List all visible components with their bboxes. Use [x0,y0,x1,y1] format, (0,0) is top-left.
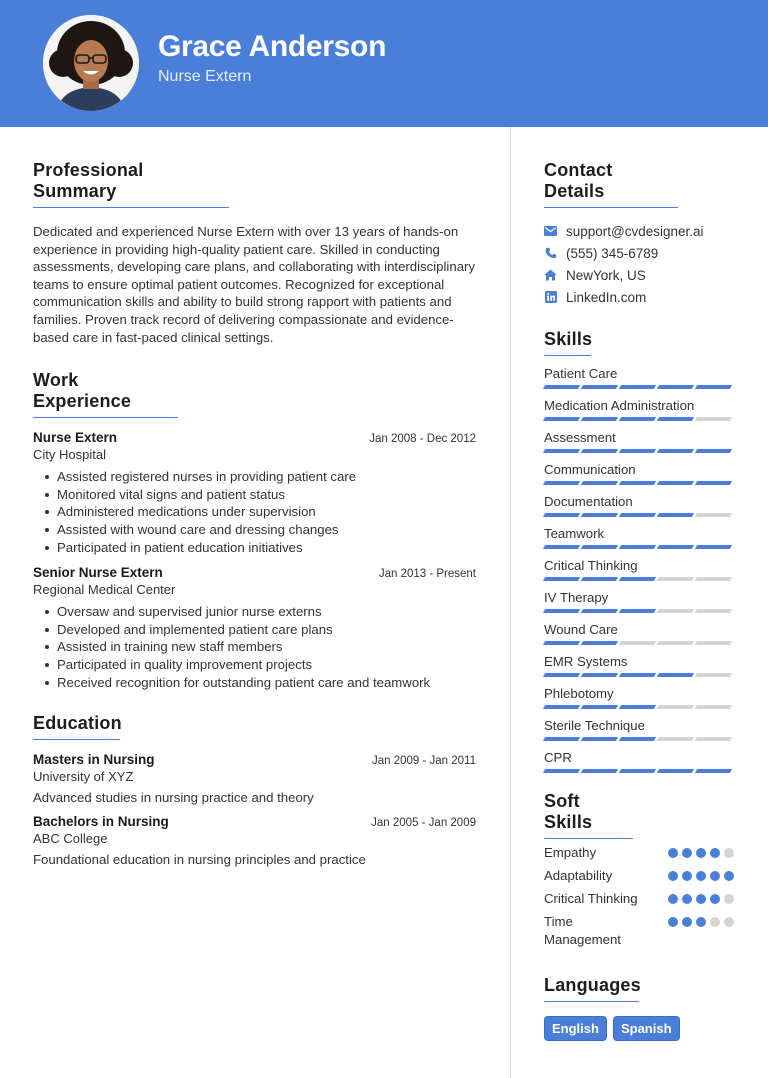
skill-level-segment [657,417,694,421]
skill-level-segment [657,641,694,645]
skill-level-bar [544,705,734,709]
job-title: Senior Nurse Extern [33,565,163,581]
soft-skill-rating [668,848,734,858]
job-bullet: Assisted registered nurses in providing patient care [33,468,476,486]
rating-dot [696,848,706,858]
skill-level-segment [581,609,618,613]
job-bullet: Participated in quality improvement projects [33,656,476,674]
education-section [33,713,476,867]
skill-level-segment [695,641,732,645]
skill-name: Patient Care [544,366,618,381]
skill-name: Critical Thinking [544,558,638,573]
soft-skill-item [544,844,734,862]
skill-level-segment [695,769,732,773]
skill-level-segment [543,481,580,485]
job-bullet: Received recognition for outstanding patient care and teamwork [33,674,476,692]
skill-level-segment [695,737,732,741]
job-bullet: Oversaw and supervised junior nurse externs [33,603,476,621]
soft-skills-title: Soft Skills [544,791,633,839]
contact-title: Contact Details [544,160,678,208]
rating-dot [696,917,706,927]
skill-name: Documentation [544,494,633,509]
skill-item [544,494,734,526]
skill-level-segment [657,705,694,709]
contact-location-text: NewYork, US [566,267,646,283]
soft-skill-item [544,890,734,908]
skill-level-segment [695,609,732,613]
job-bullets [33,468,476,556]
skill-name: Phlebotomy [544,686,614,701]
skill-level-segment [695,513,732,517]
rating-dot [724,917,734,927]
contact-location [544,264,734,286]
skill-name: Teamwork [544,526,605,541]
job-entry [33,430,476,556]
languages-title: Languages [544,975,639,1002]
rating-dot [682,894,692,904]
contact-phone-text: (555) 345-6789 [566,245,659,261]
skill-level-segment [543,417,580,421]
candidate-name: Grace Anderson [158,30,387,63]
skill-level-segment [619,417,656,421]
skill-level-segment [619,545,656,549]
rating-dot [696,894,706,904]
soft-skill-name: Adaptability [544,868,613,883]
contact-linkedin-text: LinkedIn.com [566,289,647,305]
skill-item [544,718,734,750]
contact-email[interactable] [544,220,734,242]
skill-level-segment [619,449,656,453]
skill-item [544,622,734,654]
job-entry [33,565,476,691]
job-bullet: Assisted with wound care and dressing changes [33,521,476,539]
candidate-role: Nurse Extern [158,68,252,85]
skill-level-segment [543,545,580,549]
soft-skill-rating [668,894,734,904]
job-bullets [33,603,476,691]
soft-skill-item [544,867,734,885]
languages-section [544,975,734,1041]
rating-dot [668,848,678,858]
skill-level-segment [543,769,580,773]
skill-item [544,430,734,462]
skill-level-bar [544,673,734,677]
home-icon [544,269,557,282]
summary-text: Dedicated and experienced Nurse Extern with over 13 years of hands-on experience in providing high-quality patient care. Skilled in conducting assessments, developing care plans, and collaborating with interdisciplinary teams to ensure optimal patient outcomes. Recognized for exceptional communication skills and ability to build strong rapport with patients and families. Proven track record of delivering compassionate and evidence-based care in fast-paced clinical settings. [33,224,476,345]
skill-item [544,750,734,782]
skill-level-segment [657,673,694,677]
job-organization: City Hospital [33,447,106,463]
skills-section [544,329,734,782]
skill-level-segment [543,385,580,389]
rating-dot [710,894,720,904]
soft-skill-rating [668,917,734,927]
skill-level-bar [544,577,734,581]
soft-skill-name: Time Management [544,914,621,947]
skill-name: Wound Care [544,622,618,637]
contact-phone[interactable] [544,242,734,264]
profile-photo [43,15,139,111]
profile-photo-icon [43,15,139,111]
skill-level-segment [619,385,656,389]
skill-level-segment [581,513,618,517]
skill-level-segment [543,449,580,453]
skill-level-segment [543,577,580,581]
job-bullet: Monitored vital signs and patient status [33,486,476,504]
skill-level-bar [544,481,734,485]
degree-title: Bachelors in Nursing [33,814,169,830]
rating-dot [696,871,706,881]
skill-name: Assessment [544,430,616,445]
skill-level-segment [695,481,732,485]
skills-list [544,366,734,782]
skill-level-segment [581,577,618,581]
rating-dot [668,894,678,904]
skill-level-segment [657,545,694,549]
education-description: Advanced studies in nursing practice and theory [33,790,314,806]
job-date: Jan 2013 - Present [378,568,476,581]
rating-dot [668,871,678,881]
skill-level-bar [544,385,734,389]
skill-level-segment [657,577,694,581]
language-badge: English [544,1016,607,1041]
school-name: ABC College [33,831,108,847]
skill-level-segment [543,641,580,645]
education-date: Jan 2005 - Jan 2009 [371,817,476,830]
skill-item [544,398,734,430]
skill-item [544,590,734,622]
education-entry [33,814,476,867]
skill-item [544,558,734,590]
job-organization: Regional Medical Center [33,582,176,598]
rating-dot [710,917,720,927]
skill-name: Communication [544,462,636,477]
skill-level-segment [619,609,656,613]
soft-skill-rating [668,871,734,881]
skill-name: EMR Systems [544,654,628,669]
skill-item [544,462,734,494]
skill-level-segment [581,449,618,453]
skill-level-segment [657,449,694,453]
skill-level-bar [544,513,734,517]
school-name: University of XYZ [33,769,134,785]
skill-level-segment [543,705,580,709]
languages-list [544,1016,734,1041]
skill-level-segment [619,673,656,677]
skill-level-segment [619,641,656,645]
email-icon [544,225,557,238]
skill-item [544,654,734,686]
skill-level-segment [657,769,694,773]
rating-dot [724,848,734,858]
rating-dot [682,917,692,927]
soft-skill-name: Empathy [544,845,597,860]
skill-level-segment [581,481,618,485]
rating-dot [682,871,692,881]
job-bullet: Participated in patient education initiatives [33,539,476,557]
skill-level-segment [543,609,580,613]
skill-level-segment [581,673,618,677]
skill-level-segment [657,481,694,485]
rating-dot [724,871,734,881]
soft-skills-section [544,791,734,949]
skill-item [544,526,734,558]
skill-item [544,366,734,398]
skill-level-segment [695,545,732,549]
sidebar-column [544,160,734,1041]
education-title: Education [33,713,120,740]
linkedin-icon [544,291,557,304]
job-title: Nurse Extern [33,430,118,446]
contact-linkedin[interactable] [544,286,734,308]
skill-level-segment [581,705,618,709]
rating-dot [710,871,720,881]
education-date: Jan 2009 - Jan 2011 [371,755,476,768]
skill-level-segment [619,705,656,709]
skill-level-bar [544,417,734,421]
skill-level-bar [544,609,734,613]
degree-title: Masters in Nursing [33,752,155,768]
main-column [33,160,476,867]
skill-level-segment [581,737,618,741]
skill-name: Sterile Technique [544,718,645,733]
skill-level-segment [657,737,694,741]
contact-section [544,160,734,308]
rating-dot [710,848,720,858]
skill-level-segment [695,705,732,709]
skill-name: IV Therapy [544,590,609,605]
skill-level-segment [543,673,580,677]
skill-level-bar [544,449,734,453]
skill-level-segment [619,737,656,741]
contact-email-text: support@cvdesigner.ai [566,223,704,239]
skill-level-bar [544,641,734,645]
skill-level-segment [581,641,618,645]
job-bullet: Developed and implemented patient care plans [33,621,476,639]
skill-level-segment [657,609,694,613]
job-bullet: Administered medications under supervision [33,503,476,521]
skill-level-bar [544,769,734,773]
job-bullet: Assisted in training new staff members [33,638,476,656]
skill-level-segment [695,577,732,581]
resume-header [0,0,768,127]
rating-dot [724,894,734,904]
soft-skill-item [544,913,734,949]
skill-level-segment [581,545,618,549]
skill-level-segment [695,673,732,677]
skill-level-segment [543,513,580,517]
skill-item [544,686,734,718]
skill-level-segment [657,385,694,389]
skill-level-segment [619,577,656,581]
skill-level-segment [619,769,656,773]
skill-level-segment [581,769,618,773]
skill-level-segment [619,481,656,485]
skill-level-segment [695,417,732,421]
summary-section [33,160,476,346]
language-badge: Spanish [613,1016,680,1041]
experience-title: Work Experience [33,370,178,418]
experience-section [33,370,476,691]
skill-name: Medication Administration [544,398,695,413]
skill-level-segment [657,513,694,517]
skill-level-segment [695,449,732,453]
soft-skill-name: Critical Thinking [544,891,638,906]
column-divider [510,127,511,1078]
skill-level-segment [543,737,580,741]
education-description: Foundational education in nursing principles and practice [33,852,366,868]
summary-title: Professional Summary [33,160,229,208]
rating-dot [668,917,678,927]
skill-level-segment [619,513,656,517]
phone-icon [544,247,557,260]
skills-title: Skills [544,329,591,356]
soft-skills-list [544,844,734,949]
skill-level-segment [581,385,618,389]
rating-dot [682,848,692,858]
education-entry [33,752,476,805]
skill-name: CPR [544,750,572,765]
skill-level-segment [581,417,618,421]
skill-level-bar [544,545,734,549]
skill-level-segment [695,385,732,389]
skill-level-bar [544,737,734,741]
job-date: Jan 2008 - Dec 2012 [369,433,476,446]
